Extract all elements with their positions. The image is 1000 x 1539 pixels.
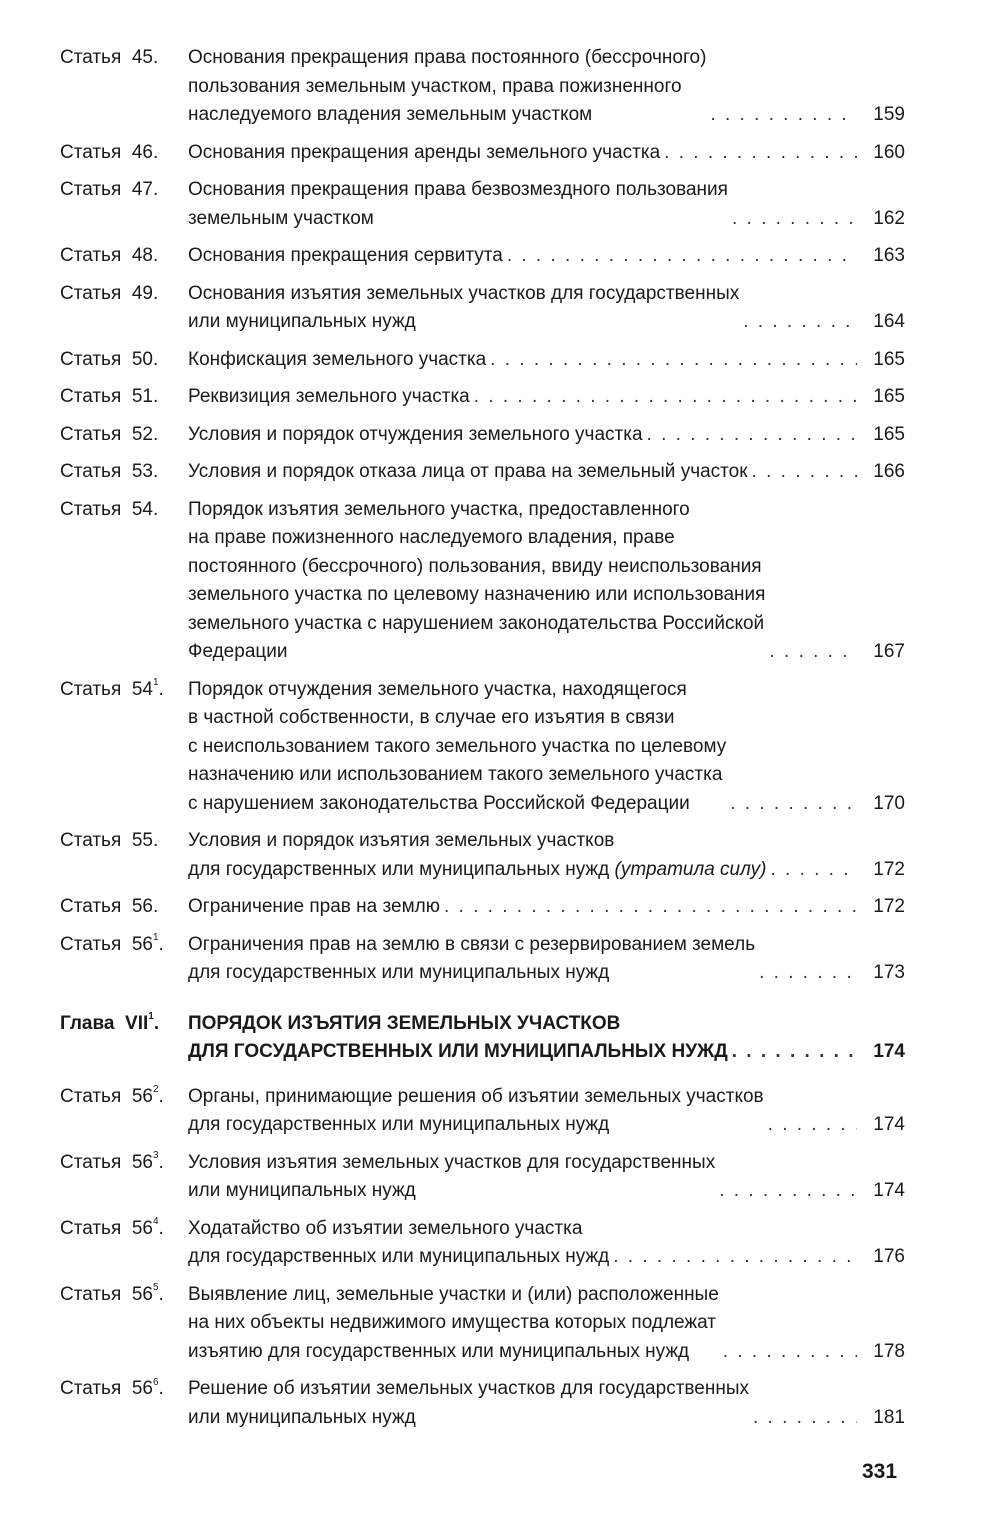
toc-entry xyxy=(60,139,905,168)
entry-body xyxy=(188,44,905,130)
entry-page-number: 173 xyxy=(873,962,905,983)
toc-entry xyxy=(60,893,905,922)
entry-body xyxy=(188,139,905,168)
entry-page-number: 181 xyxy=(873,1406,905,1428)
entry-title-line xyxy=(188,1215,609,1244)
dot-leader xyxy=(753,1404,857,1433)
entry-kind: Статья xyxy=(60,1085,122,1107)
entry-number: 53. xyxy=(131,461,159,482)
entry-number: 50. xyxy=(131,348,159,370)
toc-entry xyxy=(60,346,905,375)
entry-label xyxy=(60,176,188,205)
entry-kind: Статья xyxy=(60,1217,122,1239)
entry-title-text: Решение об изъятии земельных участков для государственных xyxy=(188,1378,749,1399)
entry-title xyxy=(188,346,486,375)
entry-label: Статья $56^2$. xyxy=(60,1084,164,1107)
entry-number: 56 xyxy=(131,1378,153,1399)
entry-title xyxy=(188,176,728,233)
toc-entry xyxy=(60,496,905,667)
entry-title-text: для государственных или муниципальных нужд xyxy=(188,1114,610,1135)
entry-title-line xyxy=(188,1038,728,1067)
entry-kind: Статья xyxy=(60,1283,122,1305)
entry-number: 56 xyxy=(131,1085,153,1107)
dot-leader xyxy=(613,1243,857,1272)
entry-body xyxy=(188,421,905,450)
entry-title-line xyxy=(188,790,726,819)
entry-label xyxy=(60,827,188,856)
entry-title-line xyxy=(188,1338,719,1367)
entry-title-text: для государственных или муниципальных нужд xyxy=(188,858,610,880)
entry-number: 48. xyxy=(131,245,159,266)
entry-number: 46. xyxy=(131,141,159,163)
entry-body xyxy=(188,1281,905,1367)
entry-number: 51. xyxy=(131,386,159,407)
entry-page-number: 165 xyxy=(873,348,905,370)
toc-entry xyxy=(60,676,905,819)
entry-number-superscript: 1 xyxy=(148,1011,154,1023)
entry-page-number: 176 xyxy=(873,1246,905,1267)
entry-title xyxy=(188,931,755,988)
entry-body xyxy=(188,280,905,337)
entry-kind: Статья xyxy=(60,896,122,917)
entry-number-superscript: 1 xyxy=(152,932,159,944)
entry-title-line xyxy=(188,421,643,450)
entry-body xyxy=(188,496,905,667)
toc-entry xyxy=(60,931,905,988)
dot-leader xyxy=(768,1111,857,1140)
entry-page-number: 165 xyxy=(873,386,905,407)
dot-leader xyxy=(759,959,857,988)
entry-number: 55. xyxy=(131,830,159,851)
entry-title-text: назначению или использованием такого земельного участка xyxy=(188,764,723,785)
entry-title-text: Порядок отчуждения земельного участка, находящегося xyxy=(188,678,687,700)
entry-title-line xyxy=(188,101,706,130)
entry-page-number: 174 xyxy=(873,1180,905,1201)
entry-title-text: Порядок изъятия земельного участка, предоставленного xyxy=(188,498,690,520)
dot-leader xyxy=(719,1177,857,1206)
entry-title xyxy=(188,1083,764,1140)
entry-title-text: ДЛЯ ГОСУДАРСТВЕННЫХ ИЛИ МУНИЦИПАЛЬНЫХ НУЖД xyxy=(188,1041,728,1062)
entry-title-line xyxy=(188,458,748,487)
entry-number-superscript: 3 xyxy=(152,1150,159,1162)
toc-entry xyxy=(60,1215,905,1272)
entry-label: Статья $56^3$. xyxy=(60,1150,164,1173)
entry-label: Статья $56^6$. xyxy=(60,1376,164,1399)
entry-title-text: Основания изъятия земельных участков для государственных xyxy=(188,282,740,304)
entry-label: Статья $56^1$. xyxy=(60,932,164,955)
entry-title-text: изъятию для государственных или муниципальных нужд xyxy=(188,1340,690,1362)
entry-title-line xyxy=(188,176,728,205)
entry-title-line xyxy=(188,1404,749,1433)
entry-page-number: 174 xyxy=(873,1114,905,1135)
entry-title-text: Конфискация земельного участка xyxy=(188,348,487,370)
entry-title-line xyxy=(188,931,755,960)
entry-title-line xyxy=(188,242,503,271)
toc-entry xyxy=(60,827,905,884)
entry-title-text: наследуемого владения земельным участком xyxy=(188,104,593,125)
entry-title-text: Основания прекращения права безвозмездного пользования xyxy=(188,179,728,200)
entry-label xyxy=(60,421,188,450)
toc-entry xyxy=(60,421,905,450)
entry-title-line xyxy=(188,1243,609,1272)
toc-entry xyxy=(60,1375,905,1432)
entry-title-text: или муниципальных нужд xyxy=(188,311,416,332)
dot-leader xyxy=(490,346,857,375)
entry-body xyxy=(188,176,905,233)
entry-title-text: с неиспользованием такого земельного участка по целевому xyxy=(188,735,727,757)
dot-leader xyxy=(710,101,857,130)
entry-page-number: 163 xyxy=(873,245,905,266)
entry-title xyxy=(188,1215,609,1272)
entry-title-text: Выявление лиц, земельные участки и (или) расположенные xyxy=(188,1283,719,1305)
entry-title-text: с нарушением законодательства Российской Федерации xyxy=(188,792,690,814)
entry-number: 54 xyxy=(131,678,153,700)
entry-label xyxy=(60,496,188,525)
entry-title xyxy=(188,1375,749,1432)
table-of-contents xyxy=(60,44,905,1441)
entry-body xyxy=(188,1375,905,1432)
entry-title xyxy=(188,139,660,168)
entry-title-text: земельного участка по целевому назначению или использования xyxy=(188,584,766,605)
entry-label: Статья $56^4$. xyxy=(60,1216,164,1239)
entry-title-line xyxy=(188,893,440,922)
entry-kind: Статья xyxy=(60,830,122,851)
entry-kind: Статья xyxy=(60,461,122,482)
entry-title xyxy=(188,421,643,450)
entry-title-text: или муниципальных нужд xyxy=(188,1406,416,1428)
entry-title-text: для государственных или муниципальных нужд xyxy=(188,1246,610,1267)
dot-leader xyxy=(732,1038,857,1067)
entry-page-number: 174 xyxy=(873,1041,905,1062)
entry-title-line xyxy=(188,733,726,762)
entry-page-number: 172 xyxy=(873,896,905,917)
entry-body xyxy=(188,1215,905,1272)
entry-number: VII xyxy=(125,1012,149,1034)
entry-number: 54. xyxy=(131,498,159,520)
entry-label: Статья $56^5$. xyxy=(60,1282,164,1305)
entry-body xyxy=(188,827,905,884)
entry-title-text: в частной собственности, в случае его изъятия в связи xyxy=(188,707,675,728)
entry-title-text: Реквизиция земельного участка xyxy=(188,386,470,407)
entry-title-text: Федерации xyxy=(188,641,288,662)
toc-entry xyxy=(60,458,905,487)
entry-kind: Статья xyxy=(60,47,122,68)
entry-title xyxy=(188,1281,719,1367)
entry-title-line xyxy=(188,280,739,309)
entry-number-superscript: 2 xyxy=(152,1084,159,1096)
entry-title xyxy=(188,893,440,922)
entry-number: 56 xyxy=(131,1217,153,1239)
entry-title-line xyxy=(188,676,726,705)
entry-title-line xyxy=(188,704,726,733)
entry-title-line xyxy=(188,44,706,73)
entry-title-text: земельным участком xyxy=(188,207,374,229)
entry-title-text: на них объекты недвижимого имущества которых подлежат xyxy=(188,1312,716,1333)
entry-number: 52. xyxy=(131,423,159,445)
entry-title-line xyxy=(188,638,765,667)
entry-title-text: Ходатайство об изъятии земельного участка xyxy=(188,1217,583,1239)
entry-title-line xyxy=(188,73,706,102)
entry-title-text: земельного участка с нарушением законодательства Российской xyxy=(188,612,765,634)
page-number: 331 xyxy=(862,1460,898,1483)
entry-title-line xyxy=(188,610,765,639)
dot-leader xyxy=(752,458,857,487)
entry-title xyxy=(188,242,503,271)
entry-title-line xyxy=(188,205,728,234)
entry-number-superscript: 6 xyxy=(152,1376,159,1388)
entry-title-line xyxy=(188,1111,764,1140)
entry-number: 56 xyxy=(131,933,153,955)
entry-label xyxy=(60,458,188,487)
entry-page-number: 167 xyxy=(873,641,905,662)
entry-body xyxy=(188,676,905,819)
entry-page-number: 162 xyxy=(873,207,905,229)
dot-leader xyxy=(769,638,857,667)
entry-page-number: 172 xyxy=(873,858,905,880)
entry-title-text: Ограничения прав на землю в связи с резервированием земель xyxy=(188,933,756,955)
toc-entry xyxy=(60,176,905,233)
entry-title-line xyxy=(188,524,765,553)
entry-title-line xyxy=(188,1149,715,1178)
entry-title-line xyxy=(188,1281,719,1310)
entry-kind: Статья xyxy=(60,423,122,445)
entry-title-line xyxy=(188,761,726,790)
entry-title xyxy=(188,676,726,819)
toc-entry xyxy=(60,1281,905,1367)
dot-leader xyxy=(474,383,857,412)
entry-title-text: Основания прекращения аренды земельного участка xyxy=(188,141,661,163)
entry-kind: Статья xyxy=(60,282,122,304)
entry-number: 56. xyxy=(131,896,159,917)
entry-number-superscript: 4 xyxy=(152,1216,159,1228)
entry-title-text: Условия и порядок отказа лица от права на земельный участок xyxy=(188,461,748,482)
entry-title xyxy=(188,1149,715,1206)
entry-title-line xyxy=(188,581,765,610)
entry-body xyxy=(188,1010,905,1067)
entry-title xyxy=(188,496,765,667)
dot-leader xyxy=(444,893,857,922)
dot-leader xyxy=(732,205,857,234)
entry-kind: Статья xyxy=(60,678,122,700)
entry-title xyxy=(188,280,739,337)
entry-title-line xyxy=(188,383,470,412)
entry-label xyxy=(60,346,188,375)
toc-entry xyxy=(60,1149,905,1206)
entry-page-number: 166 xyxy=(873,461,905,482)
entry-title-text: ПОРЯДОК ИЗЪЯТИЯ ЗЕМЕЛЬНЫХ УЧАСТКОВ xyxy=(188,1012,621,1034)
entry-title xyxy=(188,1010,728,1067)
entry-page-number: 165 xyxy=(873,423,905,445)
entry-kind: Статья xyxy=(60,498,122,520)
toc-chapter xyxy=(60,1010,905,1067)
entry-number-superscript: 5 xyxy=(152,1282,159,1294)
entry-page-number: 164 xyxy=(873,311,905,332)
entry-number: 47. xyxy=(131,179,159,200)
entry-body xyxy=(188,1149,905,1206)
entry-title-line xyxy=(188,959,755,988)
entry-title-text: или муниципальных нужд xyxy=(188,1180,416,1201)
entry-label: Глава VII$^1$. xyxy=(60,1011,160,1034)
entry-number: 56 xyxy=(131,1283,153,1305)
entry-title-text: пользования земельным участком, права пожизненного xyxy=(188,75,682,97)
toc-entry xyxy=(60,280,905,337)
entry-page-number: 170 xyxy=(873,792,905,814)
entry-title-text: постоянного (бессрочного) пользования, ввиду неиспользования xyxy=(188,555,762,577)
entry-title-line xyxy=(188,1309,719,1338)
entry-kind: Статья xyxy=(60,386,122,407)
entry-page-number: 160 xyxy=(873,141,905,163)
entry-title-text: Ограничение прав на землю xyxy=(188,896,440,917)
entry-title-line xyxy=(188,1083,764,1112)
entry-title xyxy=(188,827,766,884)
entry-title-line xyxy=(188,856,766,885)
entry-title-text: Условия и порядок отчуждения земельного участка xyxy=(188,423,643,445)
dot-leader xyxy=(723,1338,857,1367)
entry-title-line xyxy=(188,496,765,525)
dot-leader xyxy=(743,308,857,337)
entry-title-line xyxy=(188,1010,728,1039)
entry-label xyxy=(60,280,188,309)
entry-title-text: Основания прекращения права постоянного (бессрочного) xyxy=(188,47,707,68)
dot-leader xyxy=(647,421,857,450)
entry-kind: Статья xyxy=(60,141,122,163)
entry-title-text: Органы, принимающие решения об изъятии земельных участков xyxy=(188,1085,764,1107)
dot-leader xyxy=(507,242,857,271)
entry-title-text: Условия изъятия земельных участков для государственных xyxy=(188,1151,716,1173)
toc-entry xyxy=(60,44,905,130)
entry-kind: Статья xyxy=(60,1378,122,1399)
toc-entry xyxy=(60,242,905,271)
toc-entry xyxy=(60,383,905,412)
entry-kind: Глава xyxy=(60,1012,115,1034)
entry-label xyxy=(60,44,188,73)
entry-page-number: 159 xyxy=(873,104,905,125)
entry-body xyxy=(188,1083,905,1140)
dot-leader xyxy=(730,790,857,819)
entry-title-line xyxy=(188,139,660,168)
entry-title-text: для государственных или муниципальных нужд xyxy=(188,962,610,983)
entry-title xyxy=(188,458,748,487)
entry-page-number: 178 xyxy=(873,1340,905,1362)
dot-leader xyxy=(664,139,857,168)
entry-title-line xyxy=(188,1177,715,1206)
entry-title-text: Условия и порядок изъятия земельных участков xyxy=(188,830,615,851)
entry-kind: Статья xyxy=(60,1151,122,1173)
entry-title-line xyxy=(188,308,739,337)
entry-title xyxy=(188,44,706,130)
entry-body xyxy=(188,242,905,271)
toc-entry xyxy=(60,1083,905,1140)
entry-title-line xyxy=(188,553,765,582)
entry-kind: Статья xyxy=(60,933,122,955)
entry-label xyxy=(60,893,188,922)
entry-body xyxy=(188,346,905,375)
entry-title-line xyxy=(188,346,486,375)
entry-body xyxy=(188,383,905,412)
entry-title-line xyxy=(188,827,766,856)
entry-number: 49. xyxy=(131,282,159,304)
entry-label xyxy=(60,383,188,412)
entry-body xyxy=(188,458,905,487)
entry-label: Статья $54^1$. xyxy=(60,677,164,700)
entry-body xyxy=(188,893,905,922)
entry-kind: Статья xyxy=(60,245,122,266)
entry-label xyxy=(60,242,188,271)
entry-title-line xyxy=(188,1375,749,1404)
entry-title-text: на праве пожизненного наследуемого владения, праве xyxy=(188,527,675,548)
entry-body xyxy=(188,931,905,988)
entry-number: 56 xyxy=(131,1151,153,1173)
entry-title-text: Основания прекращения сервитута xyxy=(188,245,503,266)
entry-note: (утратила силу) xyxy=(614,858,767,880)
dot-leader xyxy=(770,856,857,885)
entry-label xyxy=(60,139,188,168)
entry-kind: Статья xyxy=(60,348,122,370)
entry-title xyxy=(188,383,470,412)
entry-number-superscript: 1 xyxy=(152,677,159,689)
entry-kind: Статья xyxy=(60,179,122,200)
entry-number: 45. xyxy=(131,47,159,68)
